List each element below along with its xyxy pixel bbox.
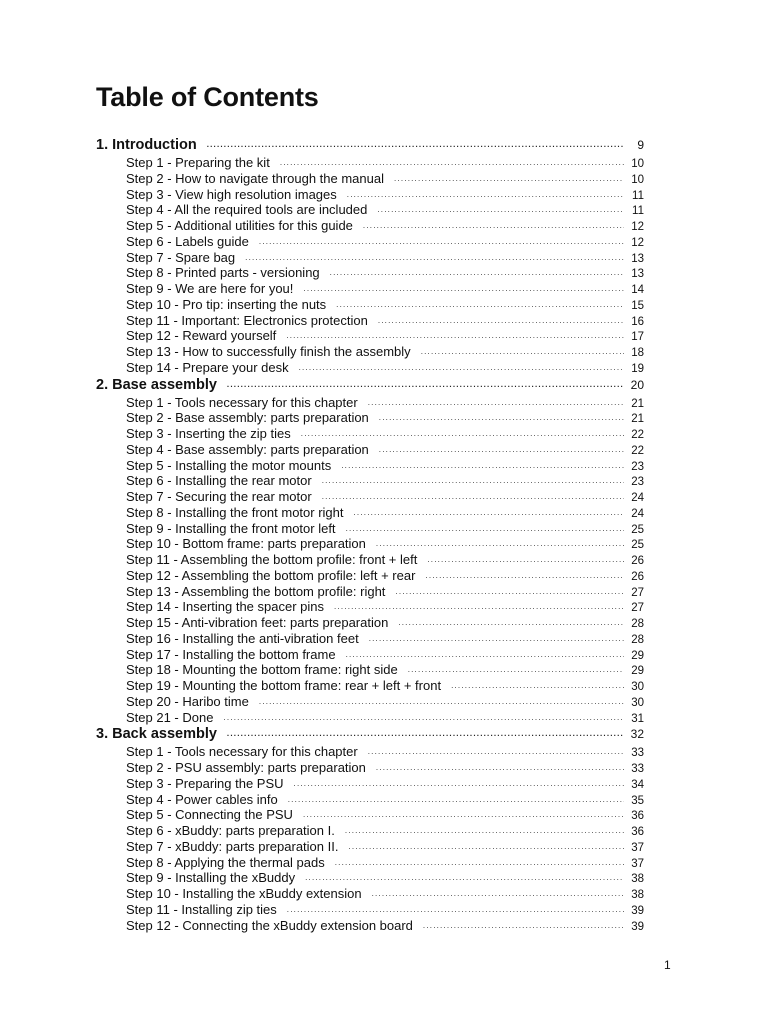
step-title: Step 10 - Bottom frame: parts preparation	[126, 536, 366, 552]
toc-page-number: 24	[631, 492, 644, 504]
toc-step-entry[interactable]	[96, 313, 644, 329]
toc-step-entry[interactable]	[96, 187, 644, 203]
chapter-title: 1. Introduction	[96, 137, 197, 153]
toc-chapter-entry[interactable]	[96, 725, 644, 744]
step-title: Step 19 - Mounting the bottom frame: rear + left + front	[126, 678, 442, 693]
dot-leader	[336, 297, 624, 313]
footer-page-number: 1	[664, 958, 671, 972]
dot-leader	[377, 202, 624, 218]
dot-leader	[334, 599, 624, 615]
dot-leader	[286, 328, 624, 344]
toc-step-entry[interactable]	[96, 886, 644, 902]
toc-page-number: 38	[631, 873, 644, 886]
toc-step-entry[interactable]	[96, 760, 644, 776]
table-of-contents	[96, 136, 644, 933]
step-title: Step 5 - Additional utilities for this guide	[126, 218, 353, 233]
toc-step-entry[interactable]	[96, 218, 644, 234]
toc-page-number: 38	[631, 889, 644, 901]
dot-leader	[347, 187, 624, 203]
toc-step-entry[interactable]	[96, 410, 644, 426]
toc-step-entry[interactable]	[96, 505, 644, 521]
step-title: Step 8 - Installing the front motor right	[126, 504, 344, 520]
dot-leader	[335, 855, 624, 871]
toc-step-entry[interactable]	[96, 489, 644, 505]
dot-leader	[368, 744, 624, 760]
dot-leader	[379, 410, 624, 426]
step-title: Step 10 - Installing the xBuddy extension	[126, 886, 362, 901]
step-title: Step 4 - All the required tools are included	[126, 202, 368, 218]
dot-leader	[227, 375, 624, 394]
toc-step-entry[interactable]	[96, 902, 644, 918]
step-title: Step 11 - Important: Electronics protection	[126, 312, 368, 328]
toc-page-number: 33	[631, 747, 644, 760]
step-title: Step 7 - xBuddy: parts preparation II.	[126, 838, 339, 854]
toc-page-number: 14	[631, 284, 644, 296]
toc-page-number: 11	[632, 189, 644, 202]
toc-page-number: 35	[631, 794, 644, 807]
dot-leader	[305, 870, 624, 886]
step-title: Step 1 - Tools necessary for this chapter	[126, 744, 358, 760]
step-title: Step 3 - View high resolution images	[126, 186, 337, 202]
dot-leader	[303, 807, 624, 823]
toc-step-entry[interactable]	[96, 442, 644, 458]
toc-step-entry[interactable]	[96, 155, 644, 171]
toc-step-entry[interactable]	[96, 395, 644, 411]
toc-page-number: 10	[631, 158, 644, 170]
toc-page-number: 27	[631, 602, 644, 615]
toc-step-entry[interactable]	[96, 360, 644, 376]
toc-page-number: 13	[631, 268, 644, 281]
toc-page-number: 31	[631, 712, 644, 725]
dot-leader	[423, 918, 624, 934]
dot-leader	[259, 694, 624, 710]
toc-step-entry[interactable]	[96, 473, 644, 489]
dot-leader	[348, 839, 624, 855]
toc-step-entry[interactable]	[96, 807, 644, 823]
dot-leader	[421, 344, 624, 360]
step-title: Step 14 - Inserting the spacer pins	[126, 599, 325, 615]
step-title: Step 10 - Pro tip: inserting the nuts	[126, 296, 327, 312]
toc-step-entry[interactable]	[96, 710, 644, 726]
dot-leader	[345, 823, 624, 839]
toc-page-number: 22	[631, 444, 644, 457]
toc-page-number: 26	[631, 570, 644, 583]
toc-step-entry[interactable]	[96, 552, 644, 568]
toc-page-number: 18	[631, 347, 644, 359]
step-title: Step 6 - Installing the rear motor	[126, 473, 312, 489]
toc-page-number: 29	[631, 649, 644, 662]
step-title: Step 11 - Assembling the bottom profile: front + left	[126, 552, 418, 567]
toc-page-number: 16	[631, 315, 644, 328]
toc-page-number: 29	[631, 665, 644, 678]
toc-page-number: 23	[631, 476, 644, 489]
toc-step-entry[interactable]	[96, 599, 644, 615]
toc-page-number: 19	[631, 362, 644, 375]
toc-page-number: 30	[631, 681, 644, 693]
toc-page-number: 36	[631, 826, 644, 838]
dot-leader	[330, 265, 624, 281]
toc-step-entry[interactable]	[96, 344, 644, 360]
toc-step-entry[interactable]	[96, 250, 644, 266]
dot-leader	[322, 489, 624, 505]
step-title: Step 12 - Connecting the xBuddy extension board	[126, 917, 413, 933]
step-title: Step 7 - Securing the rear motor	[126, 489, 312, 504]
dot-leader	[394, 171, 624, 187]
toc-page-number: 15	[631, 299, 644, 312]
step-title: Step 8 - Printed parts - versioning	[126, 265, 320, 281]
toc-step-entry[interactable]	[96, 631, 644, 647]
toc-step-entry[interactable]	[96, 662, 644, 678]
toc-page-number: 10	[631, 173, 644, 186]
toc-page-number: 11	[632, 205, 644, 218]
toc-step-entry[interactable]	[96, 521, 644, 537]
toc-page-number: 39	[631, 904, 644, 917]
step-title: Step 4 - Power cables info	[126, 791, 278, 807]
dot-leader	[354, 505, 625, 521]
dot-leader	[369, 631, 624, 647]
step-title: Step 16 - Installing the anti-vibration feet	[126, 630, 359, 646]
dot-leader	[379, 442, 624, 458]
toc-step-entry[interactable]	[96, 647, 644, 663]
dot-leader	[408, 662, 624, 678]
toc-step-entry[interactable]	[96, 171, 644, 187]
dot-leader	[288, 792, 624, 808]
toc-step-entry[interactable]	[96, 328, 644, 344]
chapter-title: 3. Back assembly	[96, 726, 217, 743]
step-title: Step 7 - Spare bag	[126, 249, 236, 265]
dot-leader	[376, 760, 624, 776]
step-title: Step 6 - xBuddy: parts preparation I.	[126, 823, 335, 838]
dot-leader	[207, 135, 624, 154]
dot-leader	[223, 710, 624, 726]
dot-leader	[378, 313, 624, 329]
dot-leader	[368, 395, 624, 411]
step-title: Step 14 - Prepare your desk	[126, 359, 289, 375]
toc-page-number: 30	[631, 696, 644, 709]
toc-step-entry[interactable]	[96, 839, 644, 855]
toc-page-number: 21	[631, 397, 644, 410]
dot-leader	[425, 568, 624, 584]
step-title: Step 1 - Tools necessary for this chapter	[126, 394, 358, 410]
step-title: Step 21 - Done	[126, 709, 214, 725]
step-title: Step 1 - Preparing the kit	[126, 155, 270, 170]
step-title: Step 3 - Inserting the zip ties	[126, 426, 291, 441]
toc-page-number: 39	[631, 920, 644, 933]
toc-step-entry[interactable]	[96, 823, 644, 839]
step-title: Step 9 - Installing the xBuddy	[126, 870, 296, 886]
toc-step-entry[interactable]	[96, 458, 644, 474]
dot-leader	[299, 360, 624, 376]
step-title: Step 11 - Installing zip ties	[126, 901, 277, 917]
toc-page-number: 32	[630, 727, 644, 742]
toc-page-number: 22	[631, 429, 644, 441]
toc-step-entry[interactable]	[96, 202, 644, 218]
toc-page-number: 25	[631, 523, 644, 536]
dot-leader	[303, 281, 624, 297]
toc-step-entry[interactable]	[96, 281, 644, 297]
toc-step-entry[interactable]	[96, 678, 644, 694]
toc-page-number: 12	[631, 221, 644, 233]
step-title: Step 2 - Base assembly: parts preparation	[126, 410, 369, 426]
page-title: Table of Contents	[96, 82, 319, 112]
toc-step-entry[interactable]	[96, 265, 644, 281]
toc-page-number: 33	[631, 763, 644, 775]
step-title: Step 15 - Anti-vibration feet: parts preparation	[126, 615, 389, 630]
toc-step-entry[interactable]	[96, 234, 644, 250]
toc-page-number: 24	[631, 507, 644, 520]
step-title: Step 12 - Assembling the bottom profile: left + rear	[126, 567, 416, 583]
step-title: Step 5 - Connecting the PSU	[126, 807, 293, 823]
step-title: Step 8 - Applying the thermal pads	[126, 854, 325, 870]
toc-page-number: 23	[631, 460, 644, 473]
step-title: Step 13 - How to successfully finish the assembly	[126, 344, 411, 359]
toc-page-number: 37	[631, 857, 644, 870]
step-title: Step 3 - Preparing the PSU	[126, 775, 284, 791]
dot-leader	[363, 218, 624, 234]
step-title: Step 6 - Labels guide	[126, 233, 249, 249]
toc-step-entry[interactable]	[96, 776, 644, 792]
chapter-title: 2. Base assembly	[96, 376, 217, 393]
toc-page-number: 34	[631, 778, 644, 791]
toc-chapter-entry[interactable]	[96, 376, 644, 395]
toc-page-number: 17	[631, 331, 644, 344]
step-title: Step 9 - We are here for you!	[126, 281, 294, 296]
dot-leader	[451, 678, 624, 694]
toc-step-entry[interactable]	[96, 918, 644, 934]
toc-step-entry[interactable]	[96, 297, 644, 313]
step-title: Step 18 - Mounting the bottom frame: right side	[126, 662, 398, 678]
step-title: Step 2 - How to navigate through the manual	[126, 170, 384, 186]
dot-leader	[341, 458, 624, 474]
dot-leader	[259, 234, 624, 250]
toc-page-number: 25	[631, 539, 644, 552]
dot-leader	[245, 250, 624, 266]
toc-step-entry[interactable]	[96, 744, 644, 760]
toc-step-entry[interactable]	[96, 870, 644, 886]
toc-page-number: 20	[630, 377, 644, 392]
dot-leader	[398, 615, 624, 631]
step-title: Step 4 - Base assembly: parts preparation	[126, 441, 369, 457]
dot-leader	[227, 724, 624, 743]
toc-page-number: 28	[631, 633, 644, 646]
toc-step-entry[interactable]	[96, 694, 644, 710]
toc-page-number: 13	[631, 252, 644, 265]
toc-step-entry[interactable]	[96, 855, 644, 871]
toc-page-number: 9	[637, 138, 644, 152]
toc-step-entry[interactable]	[96, 536, 644, 552]
step-title: Step 20 - Haribo time	[126, 693, 249, 709]
toc-page-number: 36	[631, 810, 644, 823]
toc-step-entry[interactable]	[96, 584, 644, 600]
dot-leader	[395, 584, 624, 600]
toc-page-number: 21	[631, 413, 644, 426]
toc-page-number: 12	[631, 236, 644, 249]
dot-leader	[301, 426, 624, 442]
dot-leader	[294, 776, 624, 792]
dot-leader	[372, 886, 624, 902]
dot-leader	[322, 473, 624, 489]
step-title: Step 5 - Installing the motor mounts	[126, 457, 332, 473]
toc-chapter-entry[interactable]	[96, 136, 644, 155]
toc-page-number: 26	[631, 555, 644, 567]
toc-step-entry[interactable]	[96, 615, 644, 631]
dot-leader	[346, 521, 624, 537]
step-title: Step 2 - PSU assembly: parts preparation	[126, 760, 366, 775]
toc-step-entry[interactable]	[96, 792, 644, 808]
step-title: Step 12 - Reward yourself	[126, 328, 277, 344]
dot-leader	[287, 902, 624, 918]
dot-leader	[376, 536, 624, 552]
step-title: Step 9 - Installing the front motor left	[126, 520, 336, 536]
toc-page-number: 27	[631, 586, 644, 599]
step-title: Step 17 - Installing the bottom frame	[126, 646, 336, 662]
step-title: Step 13 - Assembling the bottom profile: right	[126, 583, 386, 599]
toc-step-entry[interactable]	[96, 426, 644, 442]
dot-leader	[346, 647, 624, 663]
dot-leader	[427, 552, 624, 568]
toc-step-entry[interactable]	[96, 568, 644, 584]
dot-leader	[280, 155, 624, 171]
toc-page-number: 28	[631, 618, 644, 630]
toc-page-number: 37	[631, 841, 644, 854]
